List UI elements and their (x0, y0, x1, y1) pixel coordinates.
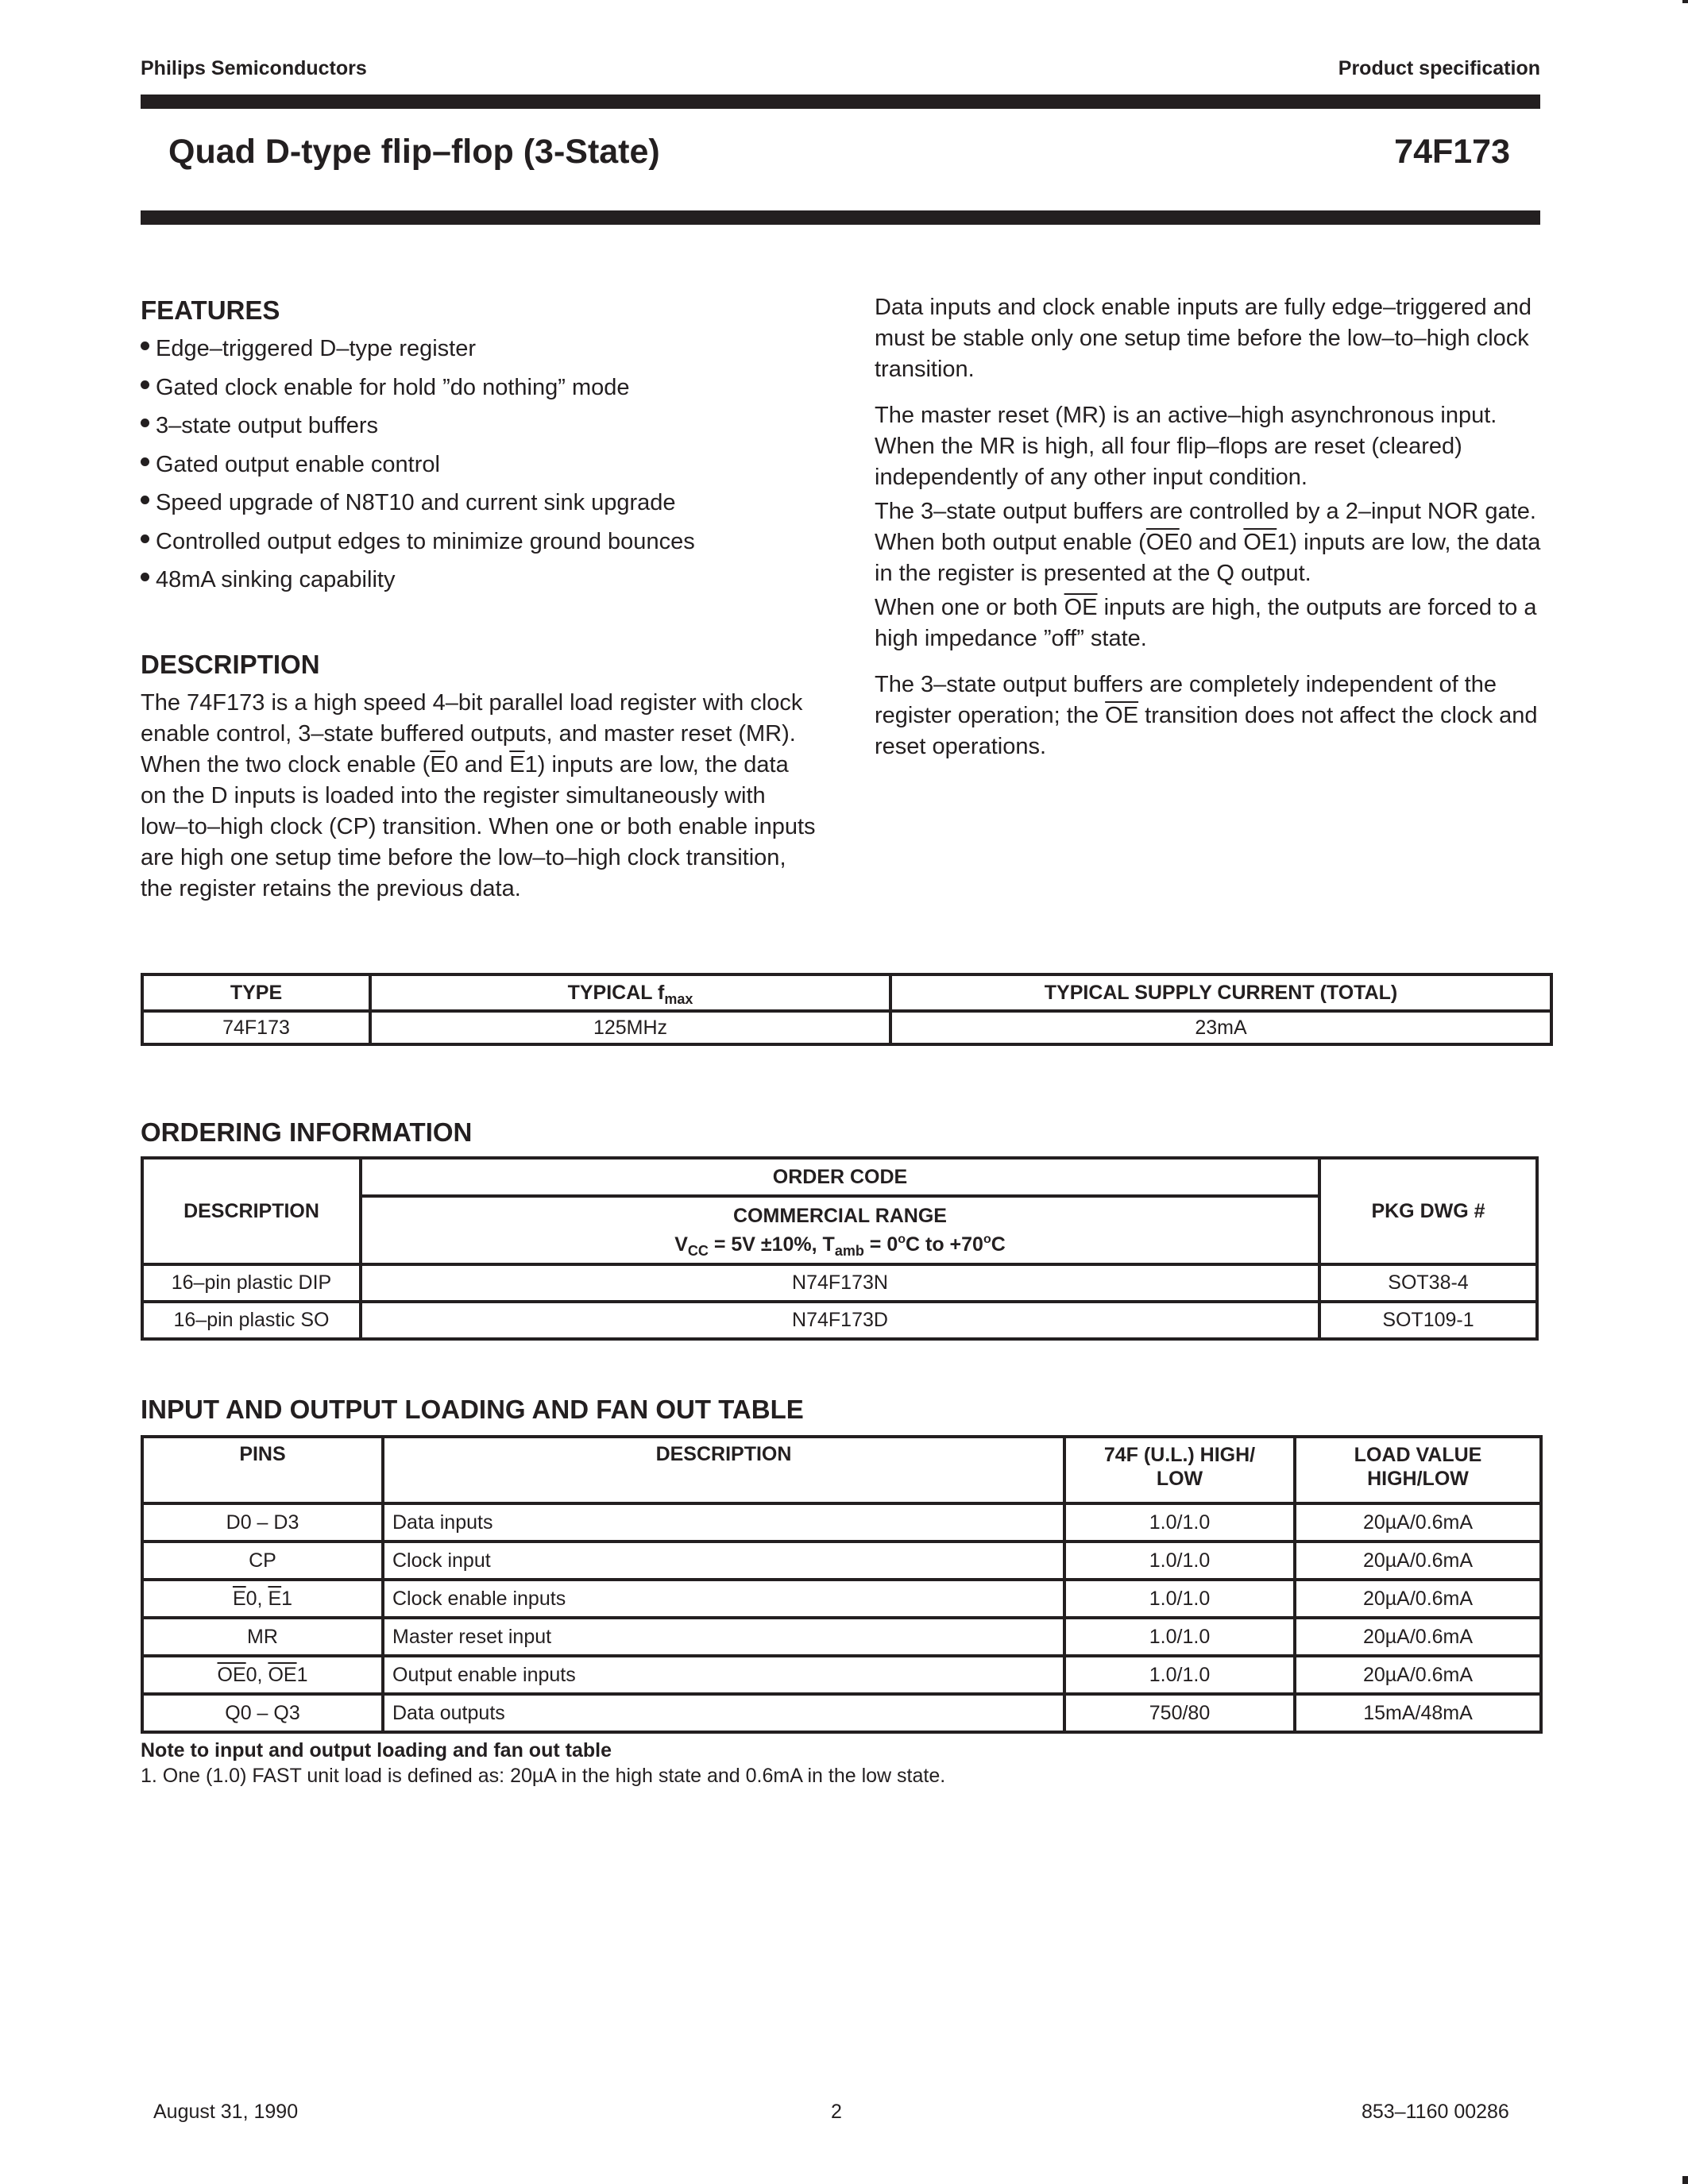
description-heading: DESCRIPTION (141, 650, 320, 679)
company-name: Philips Semiconductors (141, 57, 367, 79)
ordering-heading: ORDERING INFORMATION (141, 1117, 473, 1147)
fanout-heading: INPUT AND OUTPUT LOADING AND FAN OUT TABLE (141, 1395, 804, 1424)
bullet-icon (141, 573, 149, 581)
unit-load-header: 74F (U.L.) HIGH/ LOW (1064, 1437, 1295, 1503)
feature-item: Controlled output edges to minimize ground bounces (141, 527, 695, 565)
fanout-row: D0 – D3 Data inputs 1.0/1.0 20µA/0.6mA (142, 1503, 1541, 1542)
ordering-description-header: DESCRIPTION (142, 1158, 361, 1264)
fanout-note-title: Note to input and output loading and fan out table (141, 1739, 612, 1761)
part-number: 74F173 (1394, 133, 1510, 171)
ordering-table (141, 1156, 1539, 1341)
page-number: 2 (831, 2101, 842, 2123)
supply-current-header: TYPICAL SUPPLY CURRENT (TOTAL) (890, 974, 1551, 1011)
feature-item: Speed upgrade of N8T10 and current sink upgrade (141, 488, 695, 527)
order-code-header: ORDER CODE (361, 1158, 1319, 1196)
load-value-header: LOAD VALUE HIGH/LOW (1295, 1437, 1541, 1503)
bullet-icon (141, 419, 149, 427)
fanout-note-1: 1. One (1.0) FAST unit load is defined as: 20µA in the high state and 0.6mA in the low state. (141, 1765, 946, 1787)
fmax-value: 125MHz (370, 1011, 890, 1044)
fanout-table (141, 1435, 1543, 1734)
features-heading: FEATURES (141, 295, 280, 325)
paragraph-edge-triggered: Data inputs and clock enable inputs are fully edge–triggered and must be stable only one setup time before the low–to–high clock transition. (875, 295, 1532, 382)
commercial-range-header: COMMERCIAL RANGE $V_{CC} = 5V \pm 10\%$, $T_{amb} = 0^oC$ to $+70^oC$ (361, 1196, 1319, 1264)
bullet-icon (141, 496, 149, 504)
feature-item: 48mA sinking capability (141, 565, 695, 604)
document-number: 853–1160 00286 (1362, 2101, 1509, 2123)
fanout-row: CP Clock input 1.0/1.0 20µA/0.6mA (142, 1542, 1541, 1580)
feature-item: Edge–triggered D–type register (141, 334, 695, 372)
type-header: TYPE (142, 974, 370, 1011)
fanout-row: $\overline{E}0$, $\overline{E}1$ Clock enable inputs 1.0/1.0 20µA/0.6mA (142, 1580, 1541, 1618)
ordering-row: 16–pin plastic DIP N74F173N SOT38-4 (142, 1264, 1537, 1302)
type-table (141, 973, 1553, 1046)
feature-item: 3–state output buffers (141, 411, 695, 450)
right-column-text (875, 292, 1558, 762)
feature-item: Gated clock enable for hold ”do nothing” mode (141, 372, 695, 411)
bullet-icon (141, 380, 149, 389)
fanout-description-header: DESCRIPTION (383, 1437, 1064, 1503)
ordering-row: 16–pin plastic SO N74F173D SOT109-1 (142, 1302, 1537, 1339)
fanout-row: Q0 – Q3 Data outputs 750/80 15mA/48mA (142, 1694, 1541, 1732)
header-rule-bottom (141, 210, 1540, 225)
pkg-dwg-header: PKG DWG # (1319, 1158, 1537, 1264)
paragraph-high-impedance: When one or both $\overline{OE}$ inputs are high, the outputs are forced to a high impedance ”off” state. (875, 595, 1537, 651)
type-value: 74F173 (142, 1011, 370, 1044)
pins-header: PINS (142, 1437, 383, 1503)
supply-current-value: 23mA (890, 1011, 1551, 1044)
bullet-icon (141, 341, 149, 350)
crop-mark-bottom-right (1682, 2176, 1688, 2184)
fanout-row: $\overline{OE}0$, $\overline{OE}1$ Output enable inputs 1.0/1.0 20µA/0.6mA (142, 1656, 1541, 1694)
paragraph-nor-gate: The 3–state output buffers are controlled by a 2–input NOR gate. When both output enable ($\overline{OE}0$ and $\overline{OE}1$) inputs are low, the data in the register is presented at the Q output. (875, 499, 1541, 586)
fmax-header: TYPICAL $f_{max}$ (370, 974, 890, 1011)
crop-mark-top-right (1682, 0, 1688, 3)
paragraph-independent-buffers: The 3–state output buffers are completely independent of the register operation; the $\overline{OE}$ transition does not affect the clock and reset operations. (875, 672, 1538, 759)
bullet-icon (141, 457, 149, 466)
description-paragraph: The 74F173 is a high speed 4–bit parallel load register with clock enable control, 3–state buffered outputs, and master reset (MR). When the two clock enable ($\overline{E}0$ and $\overline{E}1$) inputs are low, the data on the D inputs is loaded into the register simultaneously with low–to–high clock (CP) transition. When one or both enable inputs are high one setup time before the low–to–high clock transition, the register retains the previous data. (141, 690, 816, 901)
operating-conditions: $V_{CC} = 5V \pm 10\%$, $T_{amb} = 0^oC$ to $+70^oC$ (674, 1233, 1006, 1259)
features-list (141, 334, 695, 604)
paragraph-master-reset: The master reset (MR) is an active–high asynchronous input. When the MR is high, all four flip–flops are reset (cleared) independently of any other input condition. (875, 403, 1497, 490)
fanout-row: MR Master reset input 1.0/1.0 20µA/0.6mA (142, 1618, 1541, 1656)
footer-date: August 31, 1990 (153, 2101, 299, 2123)
document-type: Product specification (1338, 57, 1540, 79)
header-rule-top (141, 95, 1540, 109)
bullet-icon (141, 534, 149, 543)
feature-item: Gated output enable control (141, 450, 695, 488)
page-title: Quad D-type flip–flop (3-State) (168, 133, 660, 171)
